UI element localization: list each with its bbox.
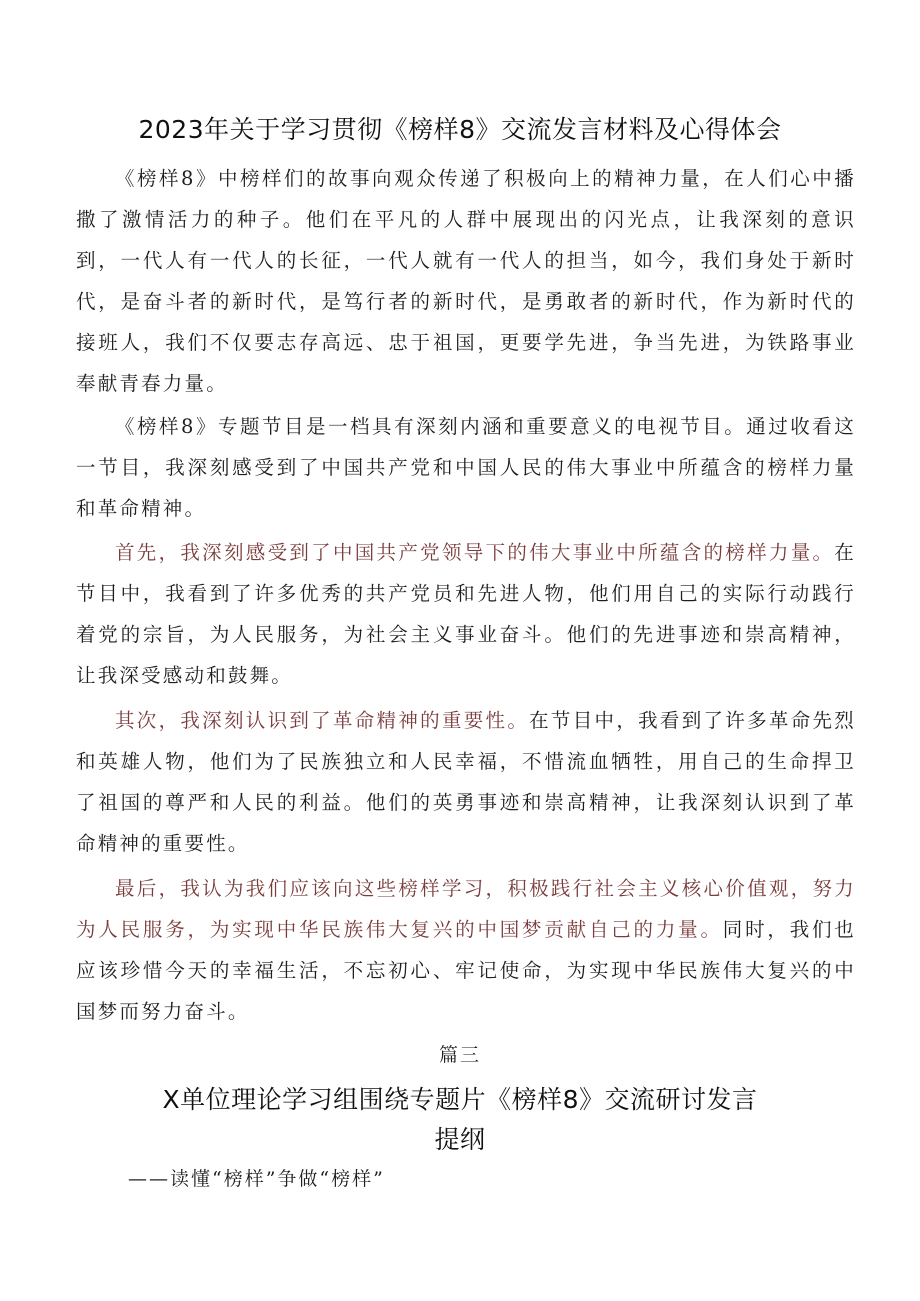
section-title — [100, 1080, 820, 1160]
paragraph-2-text: 《榜样8》专题节目是一档具有深刻内涵和重要意义的电视节目。通过收看这一节目，我深刻感受到了中国共产党和中国人民的伟大事业中所蕴含的榜样力量和革命精神。 — [76, 415, 856, 520]
paragraph-2 — [76, 406, 856, 529]
paragraph-3-text: 在节目中，我看到了许多优秀的共产党员和先进人物，他们用自己的实际行动践行着党的宗旨，为人民服务，为社会主义事业奋斗。他们的先进事迹和崇高精神，让我深受感动和鼓舞。 — [76, 541, 856, 687]
paragraph-1-text: 《榜样8》中榜样们的故事向观众传递了积极向上的精神力量，在人们心中播撒了激情活力的种子。他们在平凡的人群中展现出的闪光点，让我深刻的意识到，一代人有一代人的长征，一代人就有一代人的担当，如今，我们身处于新时代，是奋斗者的新时代，是笃行者的新时代，是勇敢者的新时代，作为新时代的接班人，我们不仅要志存高远、忠于祖国，更要学先进，争当先进，为铁路事业奉献青春力量。 — [76, 167, 856, 395]
paragraph-5-text: 同时，我们也应该珍惜今天的幸福生活，不忘初心、牢记使命，为实现中华民族伟大复兴的中国梦而努力奋斗。 — [76, 918, 856, 1023]
paragraph-5 — [76, 868, 856, 1032]
paragraph-1 — [76, 158, 856, 404]
section-title-line1: X单位理论学习组围绕专题片《榜样8》交流研讨发言 — [162, 1085, 758, 1114]
paragraph-3-lead: 首先，我深刻感受到了中国共产党领导下的伟大事业中所蕴含的榜样力量。 — [115, 541, 835, 564]
paragraph-5-lead: 最后，我认为我们应该向这些榜样学习，积极践行社会主义核心价值观，努力为人民服务，为实现中华民族伟大复兴的中国梦贡献自己的力量。 — [76, 877, 856, 941]
paragraph-4 — [76, 700, 856, 864]
paragraph-3 — [76, 532, 856, 696]
document-title: 2023年关于学习贯彻《榜样8》交流发言材料及心得体会 — [138, 115, 782, 144]
section-label: 篇三 — [438, 1044, 481, 1066]
section-subtitle: ——读懂“榜样”争做“榜样” — [128, 1168, 385, 1190]
paragraph-4-text: 在节目中，我看到了许多革命先烈和英雄人物，他们为了民族独立和人民幸福，不惜流血牺牲，用自己的生命捍卫了祖国的尊严和人民的利益。他们的英勇事迹和崇高精神，让我深刻认识到了革命精神的重要性。 — [76, 709, 856, 855]
section-title-line2: 提纲 — [434, 1125, 486, 1154]
paragraph-4-lead: 其次，我深刻认识到了革命精神的重要性。 — [115, 709, 530, 732]
